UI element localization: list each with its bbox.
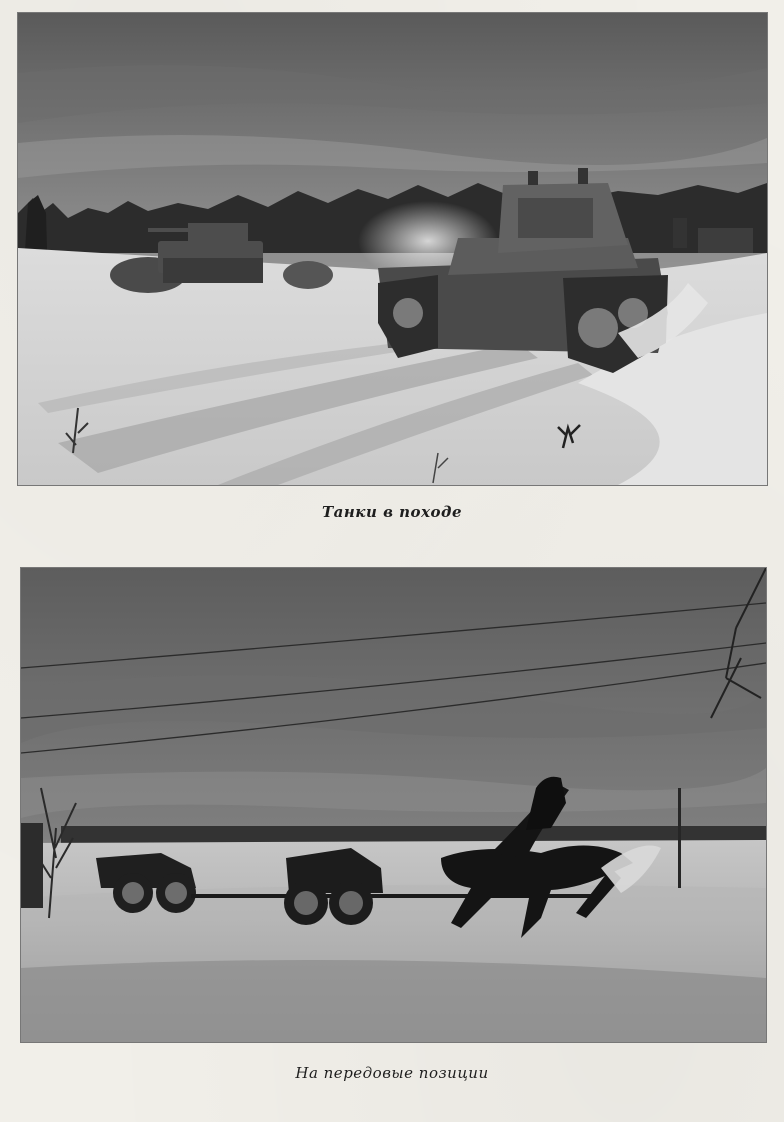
caption-front-positions: На передовые позиции xyxy=(295,1064,489,1082)
photo-tanks-drawing xyxy=(18,13,767,485)
photo-to-front-positions xyxy=(20,567,767,1043)
caption-tanks: Танки в походе xyxy=(321,503,462,521)
photo-horses-drawing xyxy=(21,568,766,1042)
photo-tanks-on-march xyxy=(17,12,768,486)
